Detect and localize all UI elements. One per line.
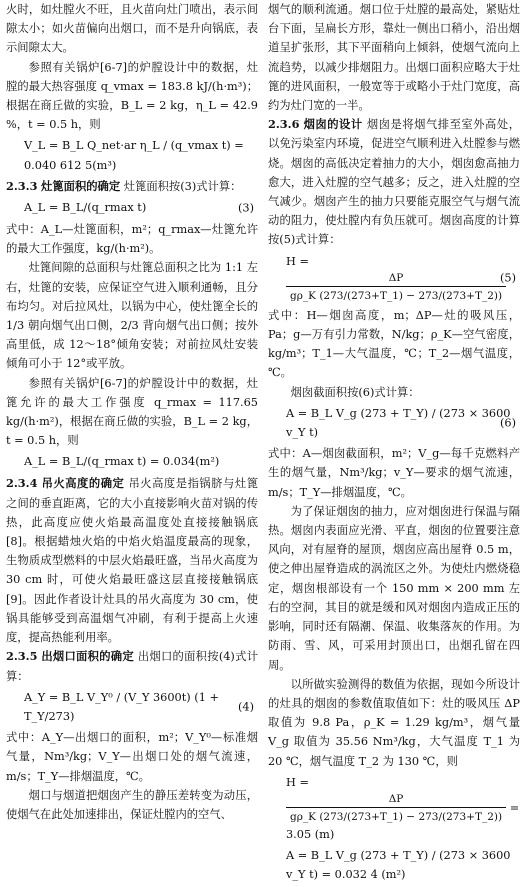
equation-4: A_Y = B_L V_Y⁰ / (V_Y 3600t) (1 + T_Y/273) (4)	[24, 690, 254, 723]
paragraph: 式中：A_L—灶篦面积，m²；q_rmax—灶篦允许的最大工作强度，kg/(h·m²)。	[6, 223, 258, 256]
paragraph: 为了保证烟囱的抽力，应对烟囱进行保温与隔热。烟囱内表面应光滑、平直，烟囱的位置要注意风向，对有屋脊的屋顶，烟囱应高出屋脊 0.5 m，使之伸出屋脊造成的涡流区之外。为使灶内燃烧稳定，烟囱根部设有一个 150 mm × 200 mm 左右的空洞，其目的就是缓和风对烟囱内造成正压的影响，同时还有隔潮、保温、收集落灰的作用。为防雨、雪、风，可采用封顶出口，出烟孔留在四周。	[268, 504, 520, 672]
paragraph: 式中：H—烟囱高度，m；ΔP—灶的吸风压，Pa；g—万有引力常数，N/kg；ρ_K—空气密度，kg/m³；T_1—大气温度，℃；T_2—烟气温度，℃。	[268, 308, 520, 380]
equation-number: (5)	[499, 271, 516, 285]
section-number: 2.3.4	[6, 476, 38, 491]
paragraph: 参照有关锅炉[6-7]的炉膛设计中的数据，灶篦允许的最大工作强度 q_rmax = 117.65 kg/(h·m²)，根据在商丘做的实验，B_L = 2 kg，t = 0.5 h，则	[6, 376, 258, 448]
fraction: $\frac{\Delta P}{g\rho\_K (273/(273+T\_1) - 273/(273+T\_2))}$	[286, 792, 506, 825]
paragraph: 烟口与烟道把烟囱产生的静压差转变为动压，使烟气在此处加速排出，保证灶膛内的空气、	[6, 788, 258, 821]
paragraph: 灶篦面积按(3)式计算：	[123, 179, 242, 193]
paragraph: 吊火高度是指锅脐与灶篦之间的垂直距离，它的大小直接影响火苗对锅的传热，此高度应使火焰最高温度处直接接触锅底[8]。根据蜡烛火焰的中焰火焰温度最高的现象，生物质成型燃料的中层火焰最旺盛，当吊火高度为 30 cm 时，可使火焰最旺盛这层直接接触锅底[9]。因此作者设计灶具的吊火高度为 30 cm，使锅具能够受到高温烟气冲刷，有利于提高上火速度，提高热能利用率。	[6, 477, 258, 645]
equation-number: (4)	[237, 700, 254, 714]
equation-6: A = B_L V_g (273 + T_Y) / (273 × 3600 v_Y t) (6)	[286, 406, 516, 440]
section-number: 2.3.6	[268, 117, 300, 132]
paragraph: 烟囱截面积按(6)式计算：	[290, 385, 420, 399]
equation: A_L = B_L/(q_rmax t) = 0.034(m²)	[24, 455, 220, 469]
paragraph: 火时，如灶膛火不旺，且火苗向灶门喷出，表示间隙太小；如火苗偏向出烟口，而不是升向锅底，表示间隙太大。	[6, 3, 258, 55]
paragraph: 式中：A_Y—出烟口的面积，m²；V_Y⁰—标准烟气量，Nm³/kg；V_Y—出烟口处的烟气流速，m/s；T_Y—排烟温度，℃。	[6, 731, 258, 783]
section-title: 吊火高度的确定	[41, 476, 125, 491]
equation-3: A_L = B_L/(q_rmax t) (3)	[6, 198, 258, 218]
paragraph: 参照有关锅炉[6-7]的炉膛设计中的数据，灶膛的最大热容强度 q_vmax = 183.8 kJ/(h·m³)；根据在商丘做的实验，B_L = 2 kg，η_L = 42.9 %，t = 0.5 h，则	[6, 60, 258, 132]
paragraph: 烟囱是将烟气排至室外高处，以免污染室内环境，促进空气顺利进入灶膛参与燃烧。烟囱的高低决定着抽力的大小，烟囱愈高抽力愈大，进入灶膛的空气越多；反之，进入灶膛的空气减少。烟囱产生的抽力只要能克服空气与烟气流动的阻力，使灶膛内有负压就可。烟囱高度的计算按(5)式计算：	[268, 118, 520, 247]
paragraph: 灶篦间隙的总面积与灶篦总面积之比为 1:1 左右，灶篦的安装，应保证空气进入顺利通畅，且分布均匀。对后拉风灶，以锅为中心，使灶篦全长的 1/3 朝向烟气出口侧，2/3 背向烟气出口侧；按外高里低，成 12～18°倾角安装；对前拉风灶安装倾角可小于 12°或平放。	[6, 261, 258, 371]
section-number: 2.3.3	[6, 178, 38, 193]
equation-number: (3)	[237, 201, 254, 215]
section-title: 出烟口面积的确定	[41, 649, 134, 664]
paragraph: 以所做实验测得的数值为依据，现如今所设计的灶具的烟囱的参数值取值如下：灶的吸风压 ΔP 取值为 9.8 Pa，ρ_K = 1.29 kg/m³，烟气量 V_g 取值为 35.56 Nm³/kg，大气温度 T_1 为 20 ℃，烟气温度 T_2 为 130 ℃，则	[268, 677, 520, 768]
equation-result-h: H = $\frac{\Delta P}{g\rho\_K (273/(273+T\_1) - 273/(273+T\_2))}$ = 3.05 (m)	[286, 775, 520, 841]
right-column	[268, 0, 520, 887]
paragraph: 式中：A—烟囱截面积，m²；V_g—每千克燃料产生的烟气量，Nm³/kg；v_Y—要求的烟气流速，m/s；T_Y—排烟温度，℃。	[268, 447, 520, 499]
equation: V_L = B_L Q_net·ar η_L / (q_vmax t) = 0.040 612 5(m³)	[24, 139, 244, 172]
paragraph: 出烟口的面积按(4)式计算：	[6, 650, 258, 683]
left-column	[6, 0, 258, 824]
section-title: 灶篦面积的确定	[41, 178, 121, 193]
equation-5: H = $\frac{\Delta P}{g\rho\_K (273/(273+T\_1) - 273/(273+T\_2))}$ (5)	[286, 254, 516, 302]
equation-result-a: A = B_L V_g (273 + T_Y) / (273 × 3600 v_Y t) = 0.032 4 (m²)	[286, 849, 511, 882]
section-title: 烟囱的设计	[303, 117, 363, 132]
section-number: 2.3.5	[6, 649, 38, 664]
paragraph: 烟气的顺利流通。烟口位于灶膛的最高处，紧贴灶台下面，呈扁长方形，靠灶一侧出口稍小，沿出烟道呈扩张形，其下平面稍向上倾斜，使烟气流向上流趋势，以减少排烟阻力。出烟口面积应略大于灶篦的进风面积，一般宽等于或略小于灶门宽度，高约为灶门宽的一半。	[268, 3, 520, 113]
equation-number: (6)	[499, 416, 516, 430]
fraction: $\frac{\Delta P}{g\rho\_K (273/(273+T\_1) - 273/(273+T\_2))}$	[286, 271, 506, 304]
